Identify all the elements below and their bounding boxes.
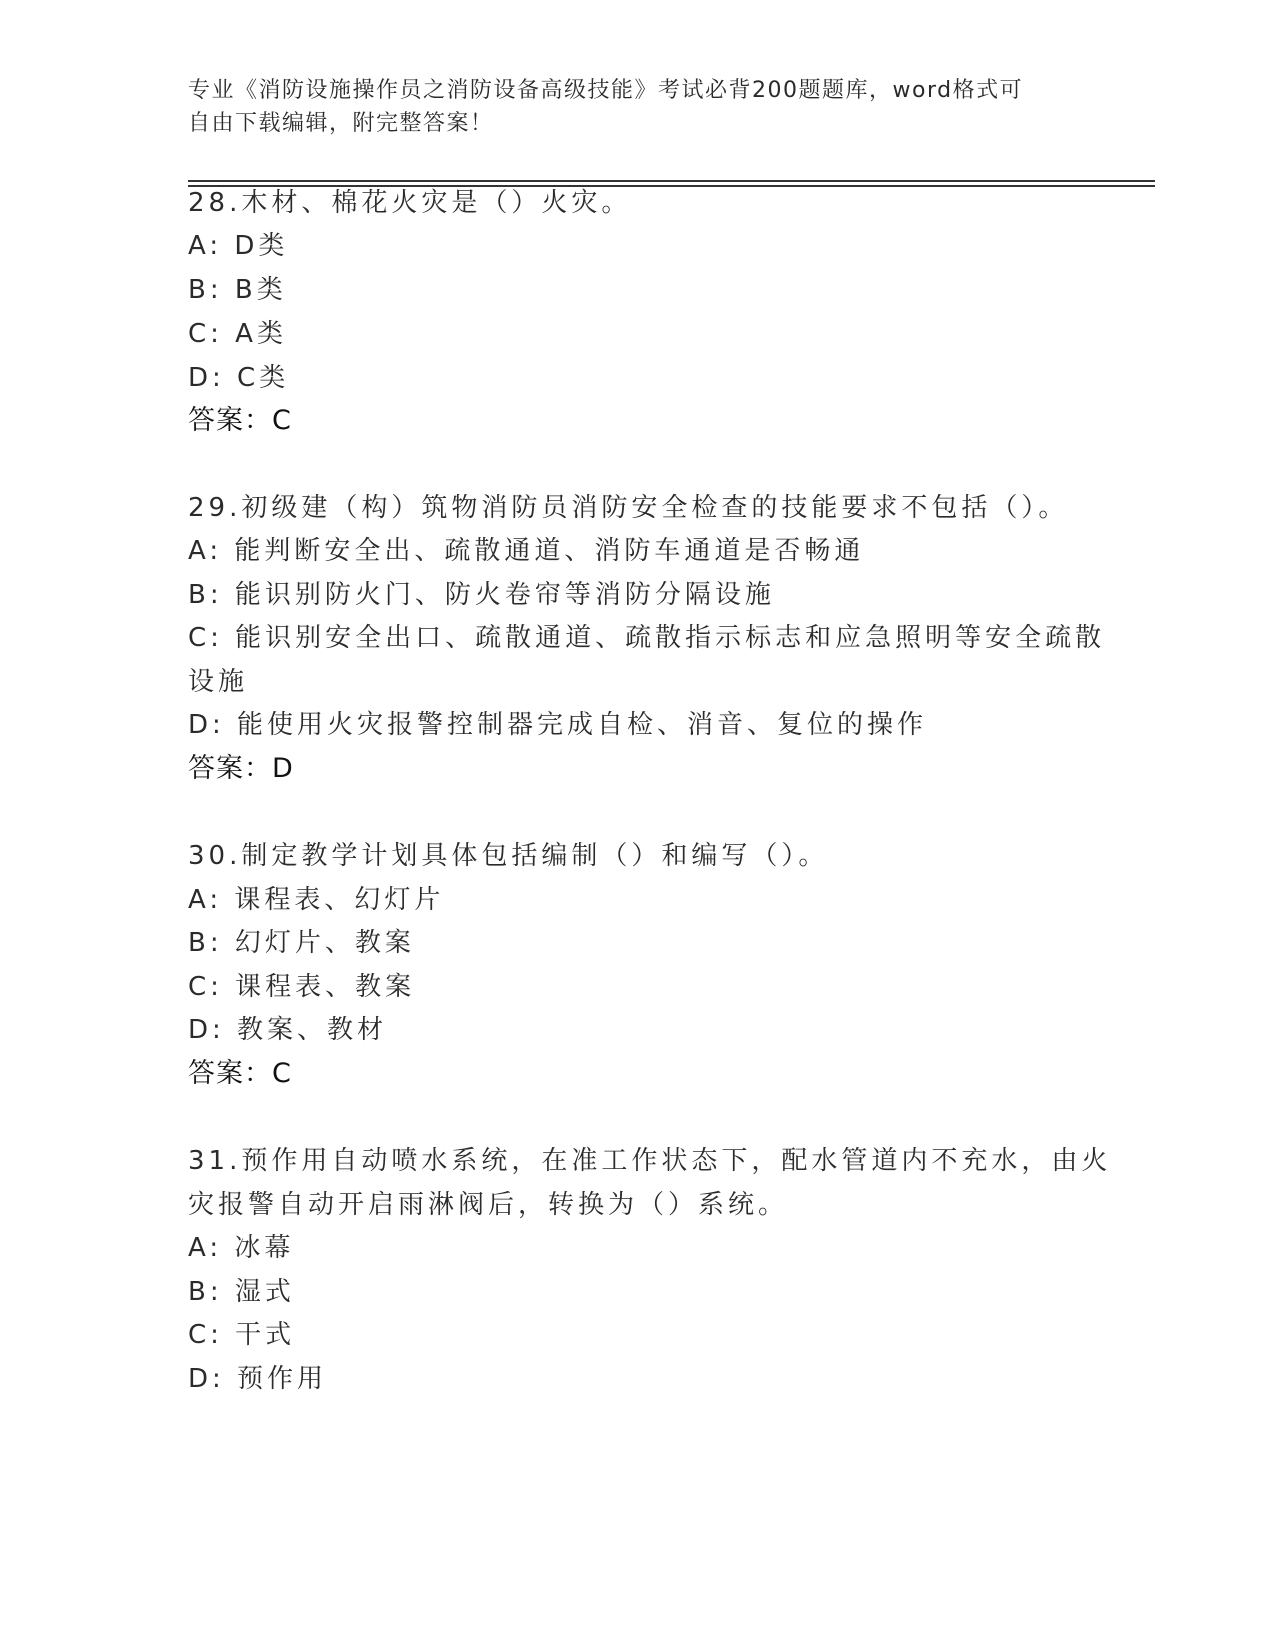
question-31-stem-line-1: 31.预作用自动喷水系统，在准工作状态下，配水管道内不充水，由火 xyxy=(188,1146,1112,1176)
question-28-option-c: C: A类 xyxy=(188,319,287,349)
header-divider-top xyxy=(188,180,1155,182)
question-31-option-a: A: 冰幕 xyxy=(188,1233,295,1263)
question-30-answer: 答案：C xyxy=(188,1058,292,1089)
question-28-option-b: B: B类 xyxy=(188,275,287,305)
question-29-option-b: B: 能识别防火门、防火卷帘等消防分隔设施 xyxy=(188,580,775,610)
question-30-option-d: D: 教案、教材 xyxy=(188,1015,388,1045)
question-30-option-c: C: 课程表、教案 xyxy=(188,972,416,1002)
question-28-option-d: D: C类 xyxy=(188,363,290,393)
question-29-option-a: A: 能判断安全出、疏散通道、消防车通道是否畅通 xyxy=(188,536,865,566)
question-29-option-c: C: 能识别安全出口、疏散通道、疏散指示标志和应急照明等安全疏散 xyxy=(188,623,1106,653)
question-30-stem: 30.制定教学计划具体包括编制（）和编写（）。 xyxy=(188,841,829,871)
question-29-answer: 答案：D xyxy=(188,753,294,784)
header-line-2: 自由下载编辑，附完整答案！ xyxy=(188,111,494,136)
question-28-answer: 答案：C xyxy=(188,405,292,436)
question-31-option-c: C: 干式 xyxy=(188,1320,296,1350)
question-31-option-d: D: 预作用 xyxy=(188,1364,328,1394)
question-31-option-b: B: 湿式 xyxy=(188,1277,295,1307)
header-divider-bottom xyxy=(188,185,1155,187)
question-29-stem: 29.初级建（构）筑物消防员消防安全检查的技能要求不包括（）。 xyxy=(188,493,1069,523)
question-31-stem-line-2: 灾报警自动开启雨淋阀后，转换为（）系统。 xyxy=(188,1190,789,1220)
question-30-option-a: A: 课程表、幻灯片 xyxy=(188,885,445,915)
question-28-stem: 28.木材、棉花火灾是（）火灾。 xyxy=(188,188,632,218)
question-29-option-c-continued: 设施 xyxy=(188,667,249,697)
question-28-option-a: A: D类 xyxy=(188,231,289,261)
question-29-option-d: D: 能使用火灾报警控制器完成自检、消音、复位的操作 xyxy=(188,710,928,740)
header-line-1: 专业《消防设施操作员之消防设备高级技能》考试必背200题题库，word格式可 xyxy=(188,78,1024,103)
document-header xyxy=(188,74,1088,140)
question-30-option-b: B: 幻灯片、教案 xyxy=(188,928,415,958)
